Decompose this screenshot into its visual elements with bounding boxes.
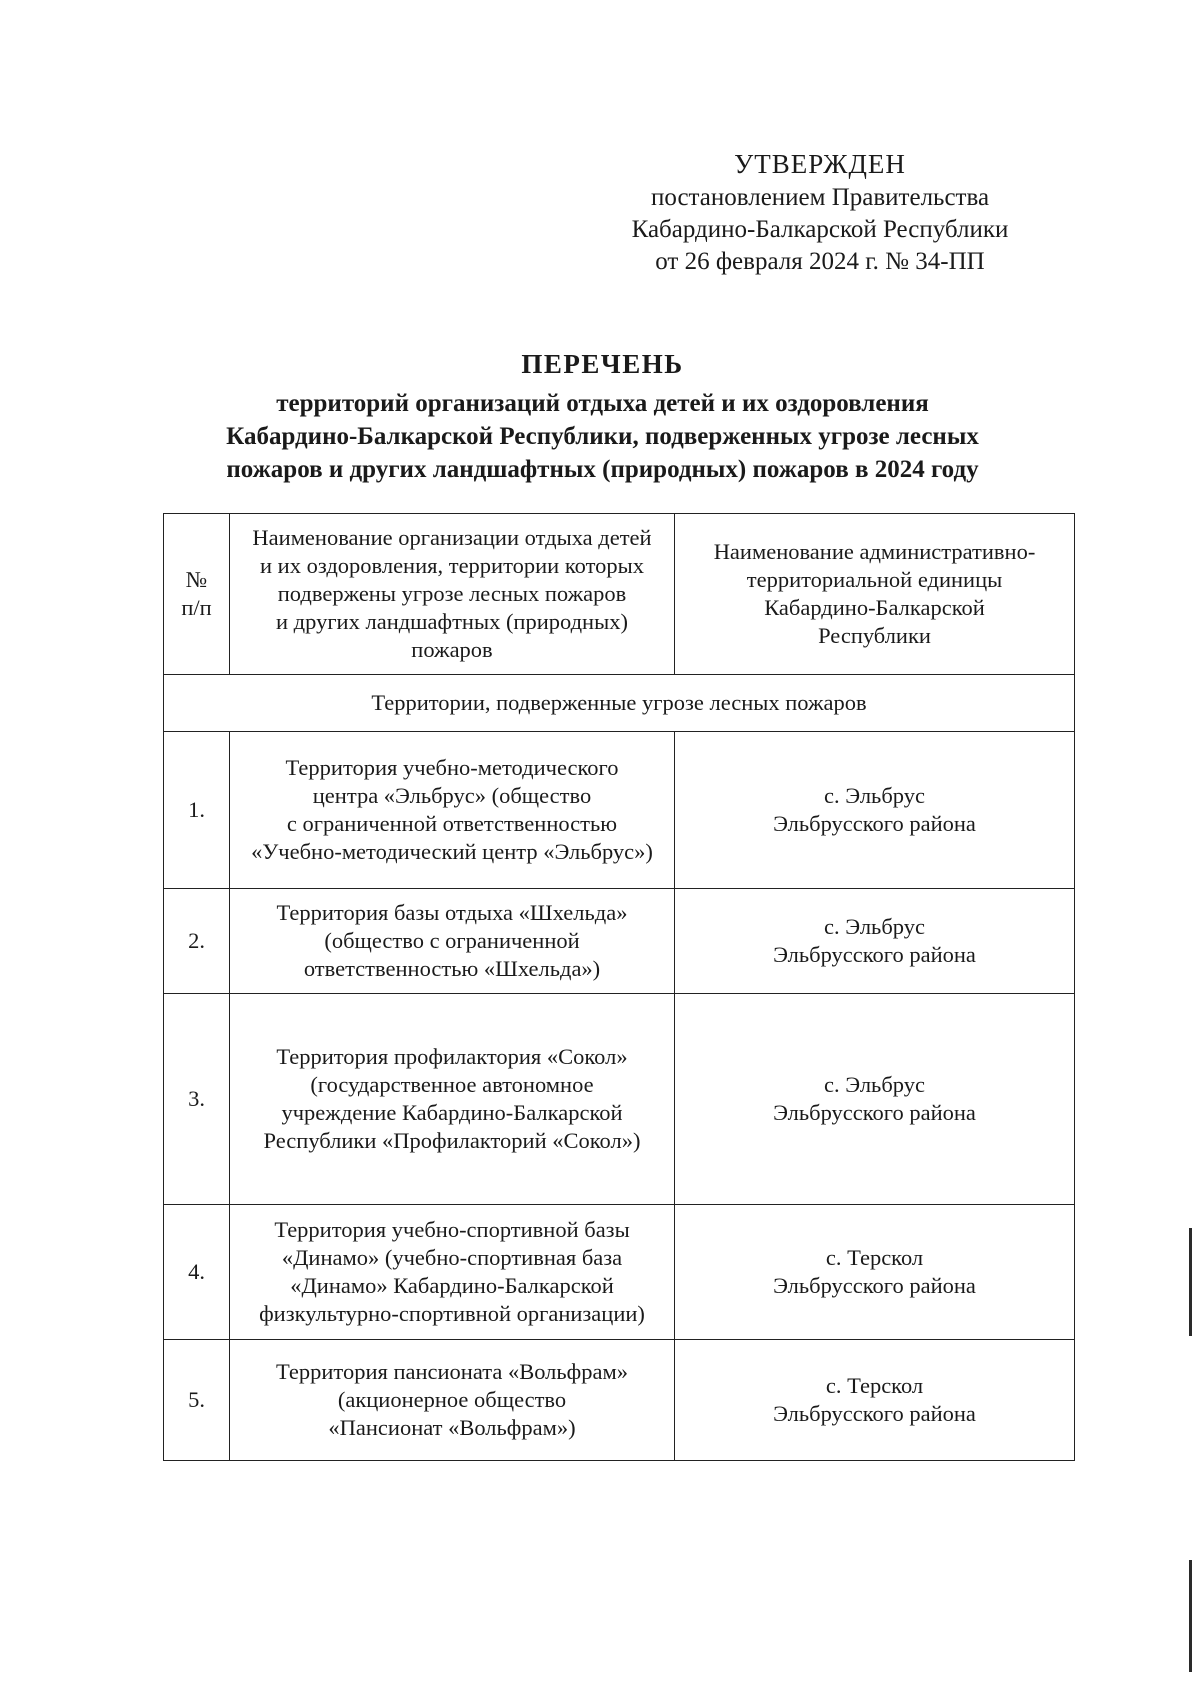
territories-table [163, 513, 1075, 1461]
table-row [164, 1340, 1075, 1461]
approval-stamp [600, 148, 1040, 278]
approval-line: Кабардино-Балкарской Республики [631, 216, 1009, 243]
row-number: 3. [164, 994, 230, 1205]
row-organization: Территория учебно-методического центра «Эльбрус» (общество с ограниченной ответственностью «Учебно-методический центр «Эльбрус») [230, 732, 675, 889]
row-unit: с. Эльбрус Эльбрусского района [675, 732, 1075, 889]
title-main: ПЕРЕЧЕНЬ [521, 349, 684, 379]
table-row [164, 1205, 1075, 1340]
row-number: 5. [164, 1340, 230, 1461]
section-title: Территории, подверженные угрозе лесных пожаров [164, 675, 1075, 732]
approval-heading: УТВЕРЖДЕН [734, 149, 906, 179]
title-line: Кабардино-Балкарской Республики, подверженных угрозе лесных [226, 423, 979, 450]
row-organization: Территория базы отдыха «Шхельда» (общество с ограниченной ответственностью «Шхельда») [230, 889, 675, 994]
header-unit: Наименование административно- территориальной единицы Кабардино-Балкарской Республики [675, 514, 1075, 675]
table-header-row [164, 514, 1075, 675]
scan-edge-mark [1189, 1228, 1192, 1336]
row-number: 1. [164, 732, 230, 889]
row-unit: с. Терскол Эльбрусского района [675, 1340, 1075, 1461]
row-organization: Территория учебно-спортивной базы «Динамо» (учебно-спортивная база «Динамо» Кабардино-Балкарской физкультурно-спортивной организации) [230, 1205, 675, 1340]
header-organization: Наименование организации отдыха детей и их оздоровления, территории которых подвержены угрозе лесных пожаров и других ландшафтных (природных) пожаров [230, 514, 675, 675]
row-unit: с. Эльбрус Эльбрусского района [675, 889, 1075, 994]
row-number: 4. [164, 1205, 230, 1340]
table-row [164, 994, 1075, 1205]
row-organization: Территория профилактория «Сокол» (государственное автономное учреждение Кабардино-Балкарской Республики «Профилакторий «Сокол») [230, 994, 675, 1205]
title-line: территорий организаций отдыха детей и их оздоровления [276, 390, 929, 417]
header-number: № п/п [164, 514, 230, 675]
section-row [164, 675, 1075, 732]
document-title [130, 345, 1075, 486]
table-row [164, 732, 1075, 889]
approval-line: от 26 февраля 2024 г. № 34-ПП [655, 248, 985, 275]
row-number: 2. [164, 889, 230, 994]
table-row [164, 889, 1075, 994]
scan-edge-mark [1189, 1560, 1192, 1672]
row-unit: с. Эльбрус Эльбрусского района [675, 994, 1075, 1205]
title-line: пожаров и других ландшафтных (природных) пожаров в 2024 году [226, 456, 979, 483]
approval-line: постановлением Правительства [650, 184, 990, 211]
row-unit: с. Терскол Эльбрусского района [675, 1205, 1075, 1340]
row-organization: Территория пансионата «Вольфрам» (акционерное общество «Пансионат «Вольфрам») [230, 1340, 675, 1461]
